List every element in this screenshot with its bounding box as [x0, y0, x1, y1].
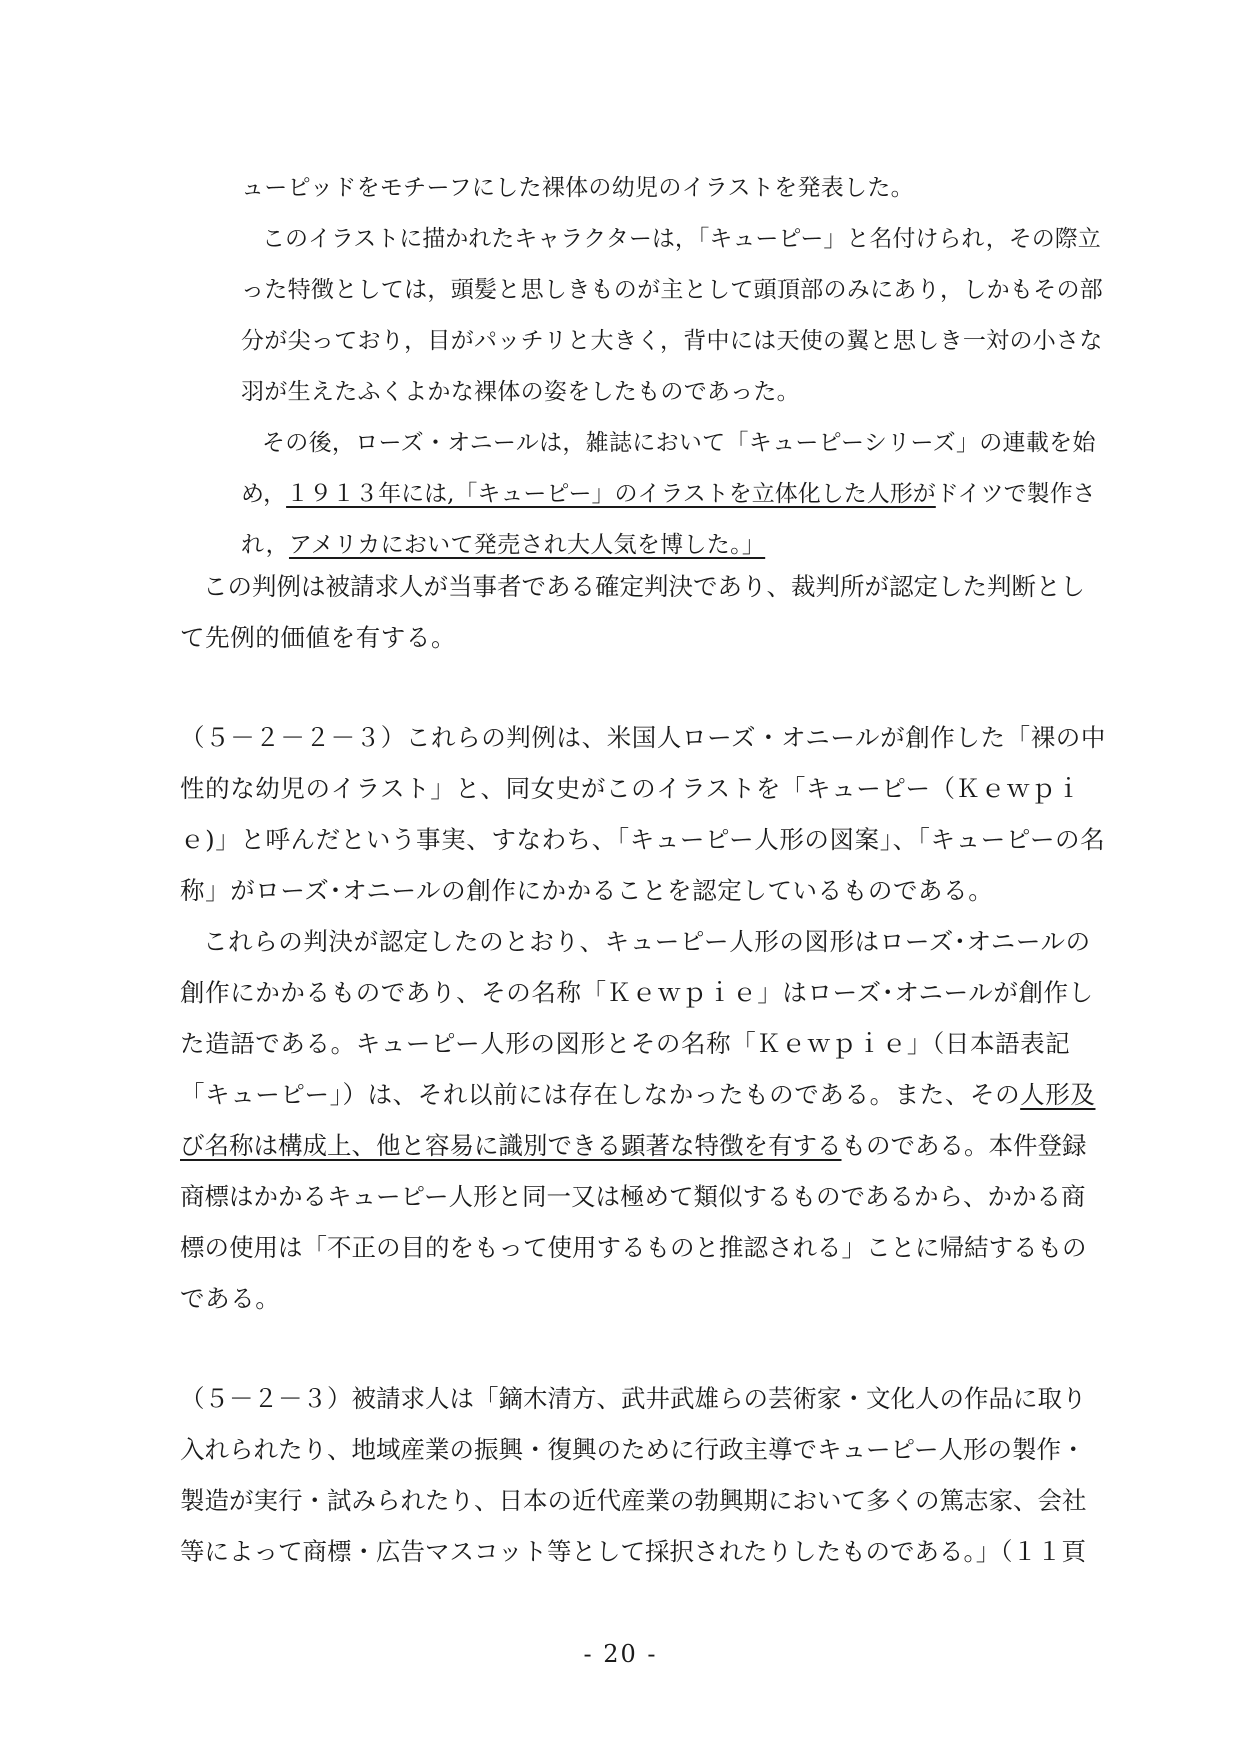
quote-text: れ，	[241, 532, 289, 558]
paragraph-line: 性的な幼児のイラスト」と、同女史がこのイラストを「キューピー（Ｋｅｗｐｉ	[180, 774, 1082, 803]
paragraph-line: （５－２－２－３）これらの判例は、米国人ローズ・オニールが創作した「裸の中	[180, 723, 1107, 752]
underlined-text: アメリカにおいて発売され大人気を博した。」	[288, 532, 766, 558]
paragraph-line: 商標はかかるキューピー人形と同一又は極めて類似するものであるから、かかる商	[180, 1182, 1086, 1211]
quote-line-7	[241, 479, 1096, 509]
paragraph-line: た造語である。キューピー人形の図形とその名称「Ｋｅｗｐｉｅ」（日本語表記	[180, 1029, 1071, 1058]
paragraph-line: 等によって商標・広告マスコット等として採択されたりしたものである。」（１１頁	[180, 1537, 1087, 1566]
paragraph-text: 「キューピー」）は、それ以前には存在しなかったものである。また、その	[180, 1080, 1021, 1109]
paragraph-text: ものである。本件登録	[841, 1131, 1087, 1160]
paragraph-line: （５－２－３）被請求人は「鏑木清方、武井武雄らの芸術家・文化人の作品に取り	[180, 1384, 1087, 1413]
page-number: - 20 -	[583, 1640, 658, 1668]
quote-text: ドイツで製作さ	[935, 481, 1096, 507]
quote-line-4: 分が尖っており，目がパッチリと大きく，背中には天使の翼と思しき一対の小さな	[241, 328, 1103, 354]
underlined-text: び名称は構成上、他と容易に識別できる顕著な特徴を有する	[180, 1131, 842, 1160]
quote-line-8	[241, 530, 765, 560]
paragraph-line	[180, 1080, 1095, 1110]
paragraph-line: ｅ)」と呼んだという事実、すなわち、「キューピー人形の図案」、「キューピーの名	[180, 825, 1106, 854]
quote-line-2: このイラストに描かれたキャラクターは，「キューピー」と名付けられ，その際立	[262, 226, 1101, 252]
paragraph-line	[180, 1131, 1087, 1161]
paragraph-line: て先例的価値を有する。	[180, 623, 457, 652]
underlined-text: 人形及	[1020, 1080, 1096, 1109]
paragraph-line: 入れられたり、地域産業の振興・復興のために行政主導でキューピー人形の製作・	[180, 1435, 1086, 1464]
quote-line-1: ューピッドをモチーフにした裸体の幼児のイラストを発表した。	[241, 175, 914, 201]
quote-text: め，	[241, 481, 287, 507]
quote-line-5: 羽が生えたふくよかな裸体の姿をしたものであった。	[241, 379, 800, 405]
paragraph-line: 標の使用は「不正の目的をもって使用するものと推認される」ことに帰結するもの	[180, 1233, 1087, 1262]
paragraph-line: 製造が実行・試みられたり、日本の近代産業の勃興期において多くの篤志家、会社	[180, 1486, 1087, 1515]
paragraph-line: これらの判決が認定したのとおり、キューピー人形の図形はローズ･オニールの	[203, 927, 1091, 956]
paragraph-line: 称」がローズ･オニールの創作にかかることを認定しているものである。	[180, 876, 994, 905]
underlined-text: １９１３年には,「キューピー」のイラストを立体化した人形が	[286, 481, 936, 507]
quote-line-6: その後，ローズ・オニールは，雑誌において「キューピーシリーズ」の連載を始	[262, 430, 1096, 456]
quote-line-3: った特徴としては，頭髪と思しきものが主として頭頂部のみにあり，しかもその部	[241, 277, 1104, 303]
paragraph-line: 創作にかかるものであり、その名称「Ｋｅｗｐｉｅ」はローズ･オニールが創作し	[180, 978, 1094, 1007]
paragraph-line: この判例は被請求人が当事者である確定判決であり、裁判所が認定した判断とし	[203, 572, 1085, 601]
paragraph-line: である。	[180, 1284, 281, 1313]
